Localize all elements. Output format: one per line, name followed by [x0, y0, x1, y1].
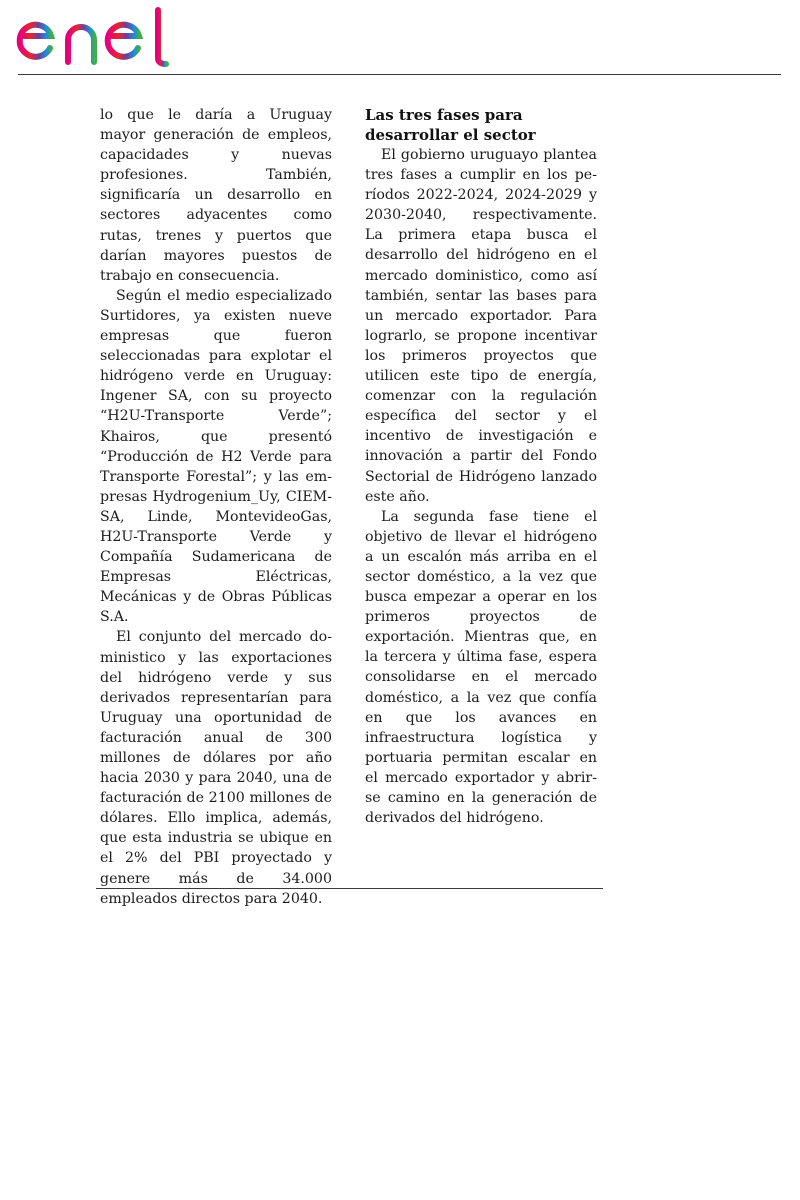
paragraph: El conjunto del mercado doministico y las exportaciones del hidrógeno verde y sus derivados representarían para Uruguay una oportunidad de facturación anual de 300 millones de dólares por año hacia 2030 y para 2040, una de facturación de 2100 millones de dólares. Ello implica, además, que esta industria se ubique en el 2% del PBI proyectado y genere más de 34.000 empleados directos para 2040.	[100, 629, 332, 907]
enel-logo	[16, 4, 186, 68]
paragraph: lo que le daría a Uruguay mayor generación de empleos, capacidades y nuevas profesiones. También, significaría un desarrollo en sectores adyacentes como rutas, trenes y puertos que darían mayores puestos de trabajo en consecuencia.	[100, 107, 332, 284]
page-header	[0, 0, 800, 76]
enel-logo-graphic	[16, 4, 186, 68]
section-subheading: Las tres fases para desarrollar el sector	[365, 106, 536, 144]
paragraph: La segunda fase tiene el objetivo de llevar el hidrógeno a un escalón más arriba en el sector doméstico, a la vez que busca empezar a operar en los primeros proyectos de exportación. Mientras que, en la tercera y última fase, espera consolidarse en el mercado doméstico, a la vez que confía en que los avances en infraestructura logística y portuaria permitan escalar en el mercado exportador y abrirse camino en la generación de derivados del hidrógeno.	[365, 508, 597, 827]
footer-divider	[96, 888, 603, 889]
article-left-column	[100, 105, 332, 909]
article-right-column	[365, 105, 597, 828]
paragraph: Según el medio especializado Surtidores, ya existen nueve empresas que fueron seleccionadas para explotar el hidrógeno verde en Uruguay: Ingener SA, con su proyecto “H2U-Transporte Verde”; Khairos, que presentó “Producción de H2 Verde para Transporte Forestal”; y las empresas Hydrogenium_Uy, CIEM-SA, Linde, MontevideoGas, H2U-Transporte Verde y Compañía Sudamericana de Empresas Eléctricas, Mecánicas y de Obras Públicas S.A.	[100, 287, 332, 626]
header-divider	[18, 74, 781, 75]
paragraph: El gobierno uruguayo plantea tres fases a cumplir en los períodos 2022-2024, 2024-2029 y 2030-2040, respectivamente. La primera etapa busca el desarrollo del hidrógeno en el mercado doministico, como así también, sentar las bases para un mercado exportador. Para lograrlo, se propone incentivar los primeros proyectos que utilicen este tipo de energía, comenzar con la regulación específica del sector y el incentivo de investigación e innovación a partir del Fondo Sectorial de Hidrógeno lanzado este año.	[365, 147, 597, 505]
